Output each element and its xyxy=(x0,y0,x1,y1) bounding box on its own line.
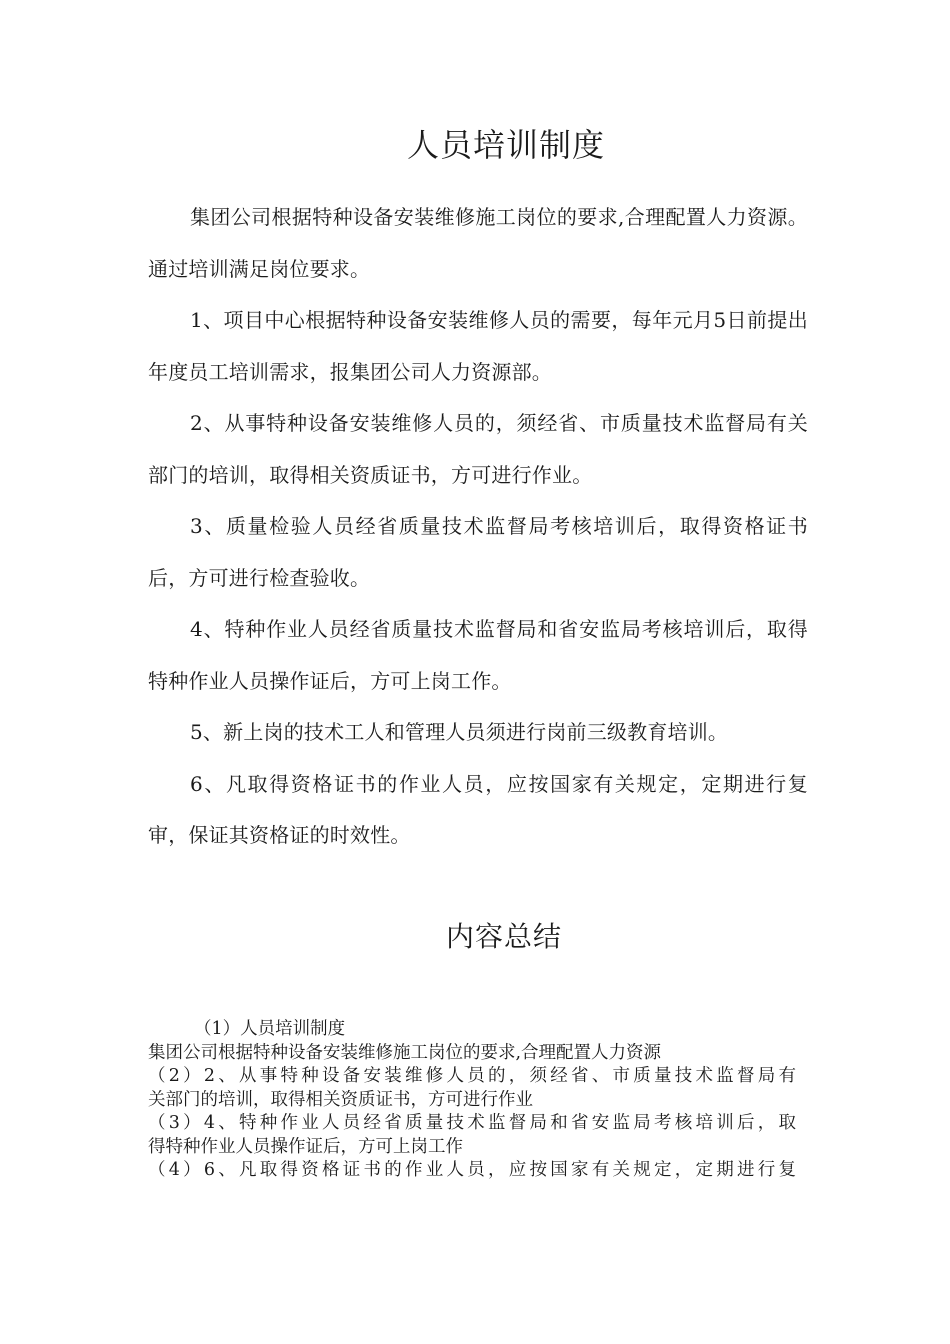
summary-line: （1）人员培训制度 xyxy=(194,1019,346,1039)
summary-title: 内容总结 xyxy=(445,920,562,953)
paragraph-intro: 集团公司根据特种设备安装维修施工岗位的要求,合理配置人力资源。通过培训满足岗位要求。 xyxy=(148,205,808,281)
document-title: 人员培训制度 xyxy=(406,126,605,164)
paragraph-item-4: 4、特种作业人员经省质量技术监督局和省安监局考核培训后，取得特种作业人员操作证后，方可上岗工作。 xyxy=(148,617,808,693)
summary-line: 集团公司根据特种设备安装维修施工岗位的要求,合理配置人力资源 xyxy=(148,1042,662,1063)
paragraph-item-6: 6、凡取得资格证书的作业人员，应按国家有关规定，定期进行复审，保证其资格证的时效性。 xyxy=(148,771,808,847)
paragraph-item-5: 5、新上岗的技术工人和管理人员须进行岗前三级教育培训。 xyxy=(190,720,729,744)
summary-line: 得特种作业人员操作证后，方可上岗工作 xyxy=(148,1136,463,1157)
document-body xyxy=(148,192,808,862)
summary-line: （3）4、特种作业人员经省质量技术监督局和省安监局考核培训后，取 xyxy=(148,1113,796,1133)
paragraph-item-3: 3、质量检验人员经省质量技术监督局考核培训后，取得资格证书后，方可进行检查验收。 xyxy=(148,514,808,590)
summary-line: 关部门的培训，取得相关资质证书，方可进行作业 xyxy=(148,1089,533,1110)
summary-line: （2）2、从事特种设备安装维修人员的，须经省、市质量技术监督局有 xyxy=(148,1066,796,1086)
summary-block xyxy=(148,1018,796,1183)
paragraph-item-2: 2、从事特种设备安装维修人员的，须经省、市质量技术监督局有关部门的培训，取得相关资质证书，方可进行作业。 xyxy=(148,411,808,487)
summary-line: （4）6、凡取得资格证书的作业人员，应按国家有关规定，定期进行复 xyxy=(148,1160,796,1180)
paragraph-item-1: 1、项目中心根据特种设备安装维修人员的需要，每年元月5日前提出年度员工培训需求，报集团公司人力资源部。 xyxy=(148,308,808,384)
